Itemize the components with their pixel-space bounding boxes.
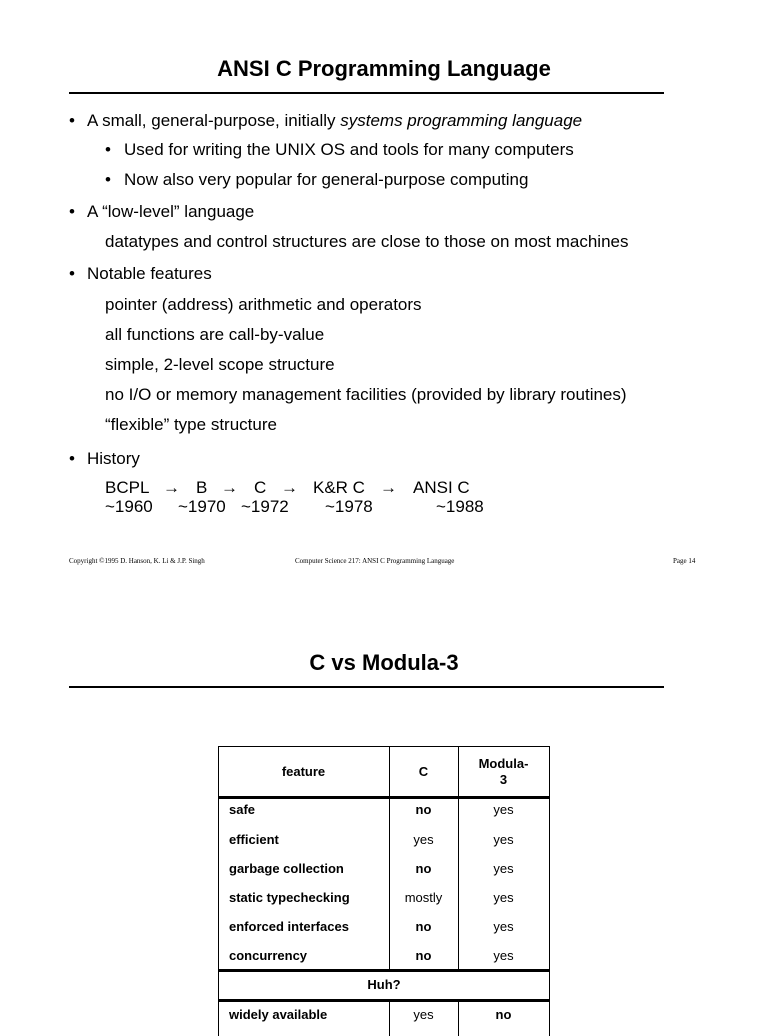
bullet3-text: Notable features [87,264,212,283]
c-cell: no [415,948,432,963]
feature-detail: all functions are call-by-value [105,325,325,344]
bullet-glyph: • [69,202,75,221]
column-header-modula3-cont: 3 [499,772,508,787]
slide2-title: C vs Modula-3 [309,650,459,675]
history-year: ~1960 [105,497,153,516]
table-section-rule [218,999,550,1002]
history-arrow: → [163,478,180,497]
table-section-label: Huh? [367,977,401,992]
m3-cell: no [495,1007,512,1022]
feature-cell: widely available [229,1007,328,1022]
feature-cell: garbage collection [229,861,344,876]
feature-cell: safe [229,802,256,817]
history-arrow: → [380,478,397,497]
c-cell: no [415,919,432,934]
bullet2-text: A “low-level” language [87,202,255,221]
table-col-divider [389,746,390,971]
m3-cell: yes [493,919,514,934]
column-header-modula3: Modula- [478,756,529,771]
c-cell: no [415,802,432,817]
feature-detail: “flexible” type structure [105,415,277,434]
bullet-glyph: • [105,170,111,189]
history-name: BCPL [105,478,150,497]
table-border-left [218,746,219,1036]
history-year: ~1970 [178,497,226,516]
bullet1-sub1: Used for writing the UNIX OS and tools for many computers [124,140,574,159]
bullet-glyph: • [69,111,75,130]
slide1-title-rule [69,92,664,94]
bullet1-plain: A small, general-purpose, initially [87,111,341,130]
feature-cell: concurrency [229,948,308,963]
c-cell: mostly [404,890,443,905]
table-header-rule [218,796,550,799]
bullet-glyph: • [105,140,111,159]
slide2-title-rule [69,686,664,688]
feature-detail: no I/O or memory management facilities (provided by library routines) [105,385,627,404]
history-name: C [254,478,267,497]
bullet-glyph: • [69,449,75,468]
feature-cell: efficient [229,832,279,847]
m3-cell: yes [493,802,514,817]
history-name: K&R C [313,478,365,497]
history-year: ~1972 [241,497,289,516]
feature-cell: static typechecking [229,890,350,905]
bullet-glyph: • [69,264,75,283]
c-cell: no [415,861,432,876]
column-header-feature: feature [281,764,326,779]
column-header-c: C [418,764,429,779]
table-section-rule [218,969,550,972]
table-border-top [218,746,550,747]
c-cell: yes [413,832,434,847]
footer-copyright: Copyright ©1995 D. Hanson, K. Li & J.P. Singh [69,557,205,565]
comparison-table [218,746,550,1036]
bullet1-text [87,111,582,131]
bullet4-text: History [87,449,140,468]
m3-cell: yes [493,890,514,905]
bullet2-detail: datatypes and control structures are close to those on most machines [105,232,629,251]
history-name: B [196,478,208,497]
history-year: ~1978 [325,497,373,516]
feature-detail: simple, 2-level scope structure [105,355,335,374]
table-border-right [549,746,550,1036]
history-year: ~1988 [436,497,484,516]
footer-page-number: Page 14 [673,557,696,565]
m3-cell: yes [493,948,514,963]
history-arrow: → [281,478,298,497]
footer-course: Computer Science 217: ANSI C Programming Language [295,557,455,565]
m3-cell: yes [493,861,514,876]
slide1-title: ANSI C Programming Language [217,56,551,81]
feature-detail: pointer (address) arithmetic and operators [105,295,422,314]
history-arrow: → [221,478,238,497]
bullet1-emphasis: systems programming language [340,111,583,130]
bullet1-sub2: Now also very popular for general-purpose computing [124,170,529,189]
feature-cell: enforced interfaces [229,919,349,934]
history-name: ANSI C [413,478,470,497]
m3-cell: yes [493,832,514,847]
c-cell: yes [413,1007,434,1022]
